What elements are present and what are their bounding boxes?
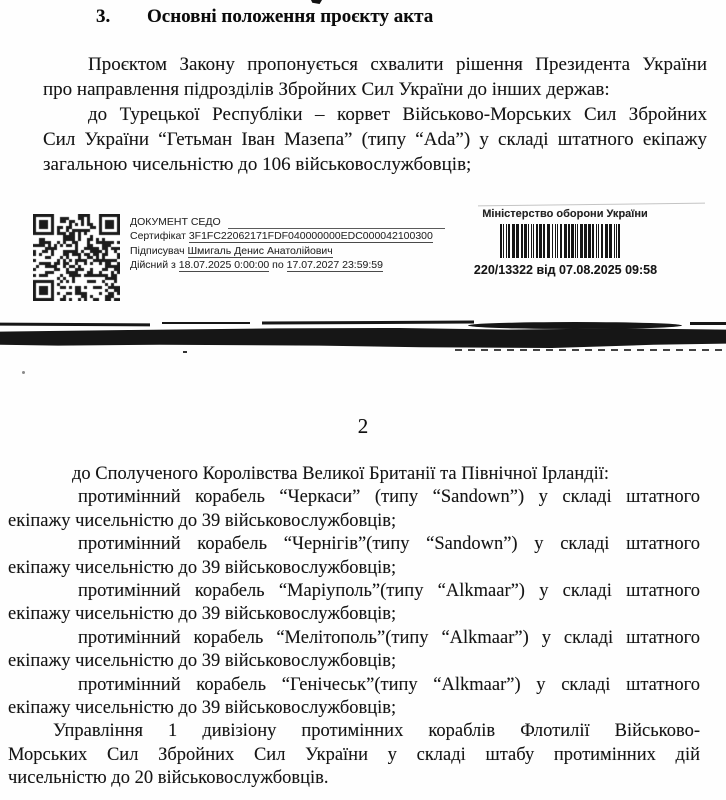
signer-value: Шмигаль Денис Анатолійович [187, 244, 333, 257]
page-separator-bar [0, 328, 726, 348]
valid-from-value: 18.07.2025 0:00:00 [178, 259, 270, 272]
sedo-signer-row [130, 244, 460, 258]
text-line: протимінний корабель “Черкаси” (типу “Sandown”) у складі штатного [78, 487, 700, 508]
text-line: загальною чисельністю до 106 військовослужбовців; [43, 154, 472, 175]
scan-speck [311, 0, 322, 4]
signer-label: Підписувач [130, 244, 188, 257]
page2-text-block [8, 463, 700, 790]
validity-label: Дійсний з [130, 259, 179, 272]
text-line: екіпажу чисельністю до 39 військовослужбовців; [8, 510, 397, 531]
text-line: Проєктом Закону пропонується схвалити рішення Президента України [88, 54, 707, 75]
scan-artifact-line [262, 321, 474, 325]
text-line: протимінний корабель “Маріуполь”(типу “Alkmaar”) у складі штатного [78, 580, 700, 601]
text-line: до Турецької Республіки – корвет Військово-Морських Сил Збройних [88, 104, 707, 125]
registration-stamp-org: Міністерство оборони України [482, 208, 648, 220]
certificate-value: 3F1FC22062171FDF040000000EDC000042100300 [188, 230, 433, 243]
text-line: екіпажу чисельністю до 39 військовослужбовців; [8, 697, 397, 718]
text-line: протимінний корабель “Мелітополь”(типу “Alkmaar”) у складі штатного [78, 627, 700, 648]
scan-artifact-line [468, 322, 682, 329]
sedo-title: ДОКУМЕНТ СЕДО [130, 216, 221, 228]
scan-speck [22, 371, 25, 374]
qr-code-icon [33, 214, 120, 301]
section-title: Основні положення проєкту акта [147, 6, 434, 27]
page-number: 2 [357, 414, 369, 438]
scan-artifact-line [0, 323, 150, 326]
text-line: чисельністю до 20 військовослужбовців. [8, 768, 329, 789]
stamp-border-line [478, 203, 705, 207]
certificate-label: Сертифікат [130, 230, 189, 243]
text-line: до Сполученого Королівства Великої Британії та Північної Ірландії: [72, 464, 610, 484]
section-number: 3. [96, 6, 111, 27]
registration-number: 220/13322 від 07.08.2025 09:58 [473, 263, 658, 277]
text-line: про направлення підрозділів Збройних Сил України до інших держав: [43, 79, 610, 100]
scan-artifact-dots [455, 349, 726, 351]
scan-artifact-line [162, 322, 250, 324]
sedo-certificate-row [130, 229, 460, 243]
text-line: Морських Сил Збройних Сил України у складі штабу протимінних дій [8, 744, 700, 765]
text-line: екіпажу чисельністю до 39 військовослужбовців; [8, 557, 397, 578]
text-line: протимінний корабель “Чернігів”(типу “Sandown”) у складі штатного [78, 534, 700, 555]
text-line: екіпажу чисельністю до 39 військовослужбовців; [8, 651, 397, 672]
sedo-validity-row [130, 258, 460, 272]
scan-artifact-line [690, 322, 726, 325]
text-line: Сил України “Гетьман Іван Мазепа” (типу “Ada”) у складі штатного екіпажу [43, 129, 707, 150]
text-line: екіпажу чисельністю до 39 військовослужбовців; [8, 604, 397, 625]
text-line: протимінний корабель “Генічеськ”(типу “Alkmaar”) у складі штатного [78, 674, 700, 695]
sedo-signature-stamp [130, 215, 460, 273]
scan-speck [183, 351, 187, 353]
page1-text-block [43, 52, 707, 177]
valid-to-value: 17.07.2027 23:59:59 [286, 259, 383, 272]
text-line: Управління 1 дивізіону протимінних кораблів Флотилії Військово- [53, 721, 700, 742]
validity-separator: по [269, 259, 287, 272]
barcode-icon [500, 224, 624, 258]
section-heading [96, 5, 433, 29]
